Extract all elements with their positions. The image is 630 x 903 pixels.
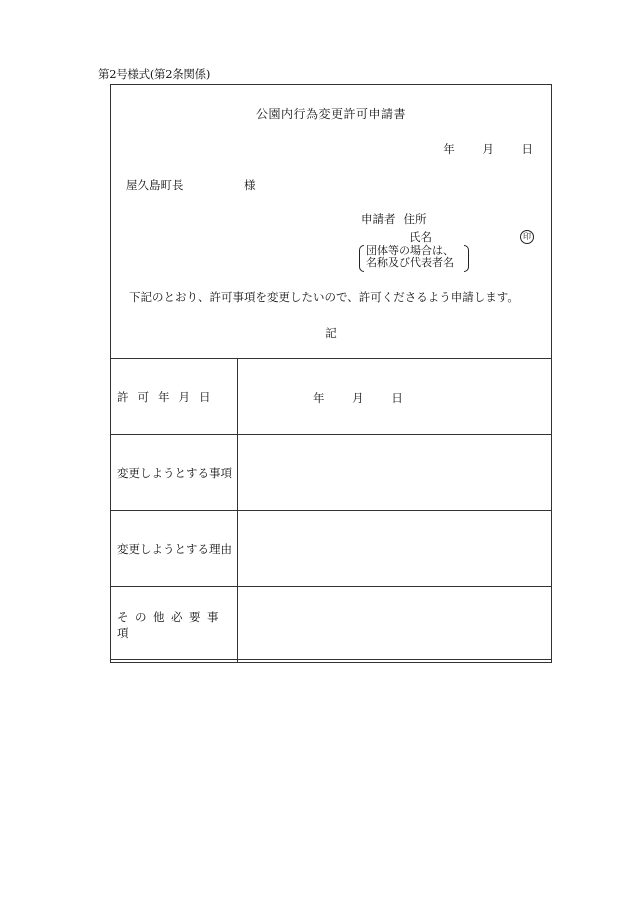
- address-label: 住所: [403, 212, 427, 226]
- permit-date-value: [313, 390, 403, 406]
- organization-note: [359, 245, 469, 271]
- permit-date-label: 許可年月日: [111, 359, 238, 435]
- table-row: [111, 435, 552, 511]
- applicant-label: 申請者: [361, 212, 396, 226]
- organization-note-line1: 団体等の場合は、: [366, 244, 454, 257]
- permit-date-field[interactable]: [238, 359, 552, 435]
- table-row: [111, 359, 552, 435]
- date-year-label: 年: [443, 142, 455, 156]
- seal-mark-icon: 印: [520, 230, 534, 244]
- date-month-label: 月: [482, 142, 494, 156]
- change-matter-label: 変更しようとする事項: [111, 435, 238, 511]
- details-table: [110, 358, 552, 663]
- other-matters-field[interactable]: [238, 587, 552, 663]
- change-reason-label: 変更しようとする理由: [111, 511, 238, 587]
- change-matter-field[interactable]: [238, 435, 552, 511]
- left-bracket: [359, 245, 364, 272]
- table-row: [111, 587, 552, 663]
- applicant-address-line: [361, 211, 427, 227]
- permit-year-label: 年: [313, 391, 325, 405]
- organization-note-line2: 名称及び代表者名: [366, 256, 454, 269]
- application-statement: 下記のとおり、許可事項を変更したいので、許可くださるよう申請します。: [129, 290, 519, 304]
- other-matters-label: その他必要事項: [111, 587, 238, 663]
- date-day-label: 日: [521, 142, 533, 156]
- ki-heading: 記: [325, 326, 337, 340]
- name-label: 氏名: [409, 230, 432, 244]
- addressee-name: 屋久島町長: [126, 178, 184, 192]
- right-bracket: [464, 245, 469, 272]
- form-title: 公園内行為変更許可申請書: [255, 107, 406, 121]
- addressee-honorific: 様: [244, 178, 256, 192]
- application-form: [110, 84, 552, 660]
- change-reason-field[interactable]: [238, 511, 552, 587]
- table-row: [111, 511, 552, 587]
- permit-day-label: 日: [391, 391, 403, 405]
- permit-month-label: 月: [352, 391, 364, 405]
- application-date: [443, 141, 533, 157]
- form-number-label: 第2号様式(第2条関係): [98, 67, 211, 81]
